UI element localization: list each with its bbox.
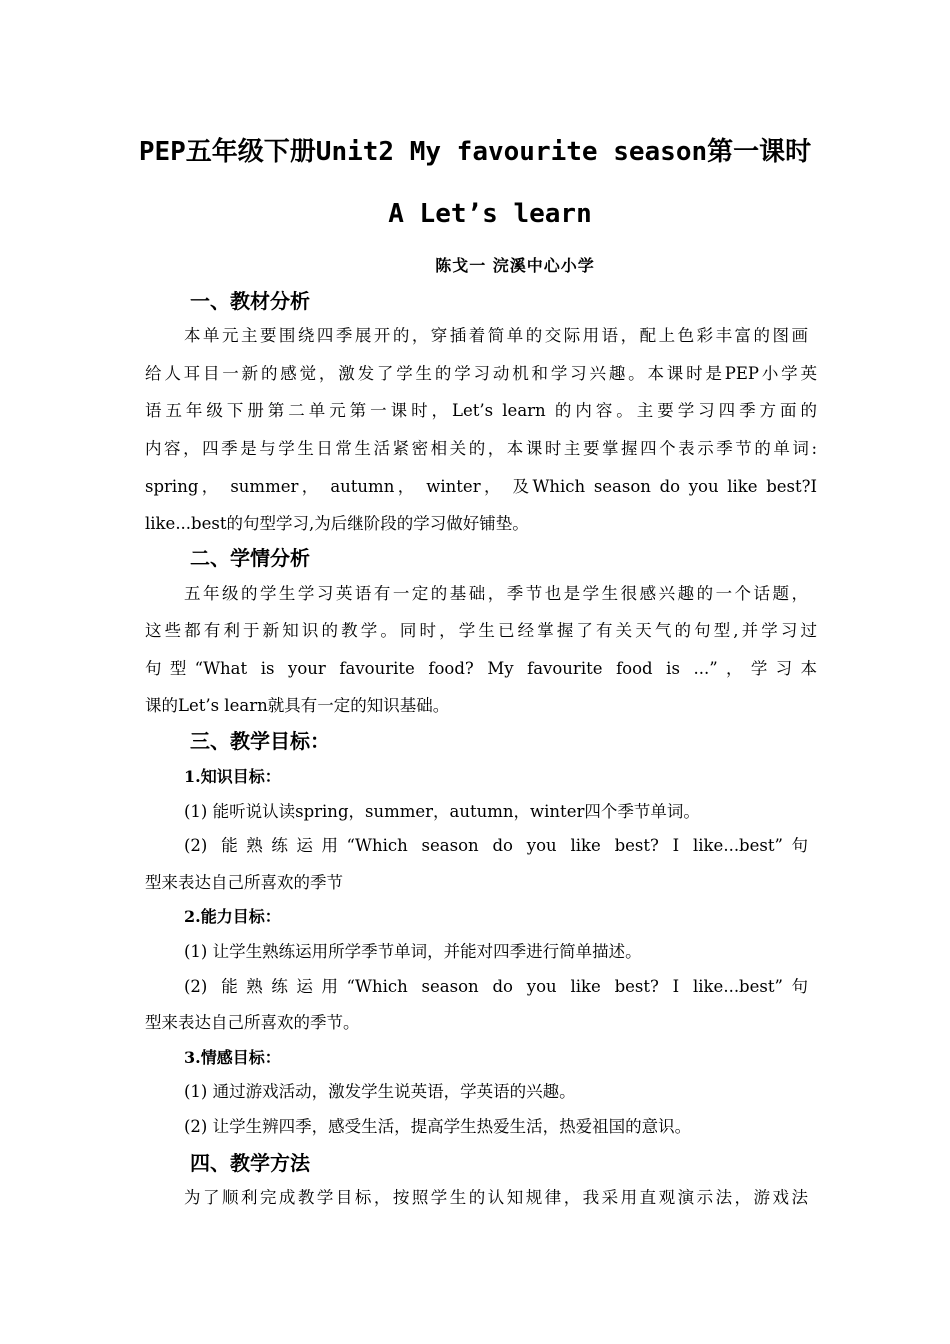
section-heading: 二、学情分析 <box>190 546 310 570</box>
goal-line: (1) 通过游戏活动，激发学生说英语，学英语的兴趣。 <box>184 1082 576 1101</box>
goal-line: 型来表达自己所喜欢的季节。 <box>145 1013 360 1032</box>
goal-label: 2.能力目标： <box>184 907 281 926</box>
author-line: 陈戈一 浣溪中心小学 <box>435 256 595 275</box>
paragraph-line: 为了顺利完成教学目标，按照学生的认知规律，我采用直观演示法，游戏法 <box>184 1188 808 1207</box>
paragraph-line: 内容，四季是与学生日常生活紧密相关的，本课时主要掌握四个表示季节的单词: <box>145 439 817 458</box>
paragraph-line: 给人耳目一新的感觉，激发了学生的学习动机和学习兴趣。本课时是PEP小学英 <box>145 364 817 383</box>
paragraph-line: like...best的句型学习,为后继阶段的学习做好铺垫。 <box>145 514 529 533</box>
paragraph-line: 语五年级下册第二单元第一课时，Let’s learn 的内容。主要学习四季方面的 <box>145 401 817 420</box>
paragraph-line: 这些都有利于新知识的教学。同时，学生已经掌握了有关天气的句型,并学习过 <box>145 621 817 640</box>
section-heading: 四、教学方法 <box>190 1151 310 1175</box>
goal-line: (2) 让学生辨四季，感受生活，提高学生热爱生活，热爱祖国的意识。 <box>184 1117 692 1136</box>
paragraph-line: 课的Let’s learn就具有一定的知识基础。 <box>145 696 450 715</box>
document-subtitle: A Let’s learn <box>388 199 592 229</box>
goal-line: (1) 让学生熟练运用所学季节单词，并能对四季进行简单描述。 <box>184 942 642 961</box>
paragraph-line: 五年级的学生学习英语有一定的基础，季节也是学生很感兴趣的一个话题， <box>184 584 808 603</box>
section-heading: 三、教学目标： <box>190 729 330 753</box>
paragraph-line: 本单元主要围绕四季展开的，穿插着简单的交际用语，配上色彩丰富的图画 <box>184 326 808 345</box>
section-heading: 一、教材分析 <box>190 289 310 313</box>
document-title: PEP五年级下册Unit2 My favourite season第一课时 <box>138 137 812 167</box>
goal-line: (1) 能听说认读spring，summer，autumn，winter四个季节单词。 <box>184 802 700 821</box>
goal-line: (2) 能熟练运用“Which season do you like best? I like...best”句 <box>184 977 808 996</box>
paragraph-line: spring， summer， autumn， winter， 及Which season do you like best?I <box>145 477 817 496</box>
goal-label: 1.知识目标： <box>184 767 281 786</box>
goal-label: 3.情感目标： <box>184 1048 281 1067</box>
goal-line: (2) 能熟练运用“Which season do you like best? I like...best”句 <box>184 836 808 855</box>
paragraph-line: 句型“What is your favourite food? My favourite food is ...”，学习本 <box>145 659 817 678</box>
goal-line: 型来表达自己所喜欢的季节 <box>145 873 343 892</box>
